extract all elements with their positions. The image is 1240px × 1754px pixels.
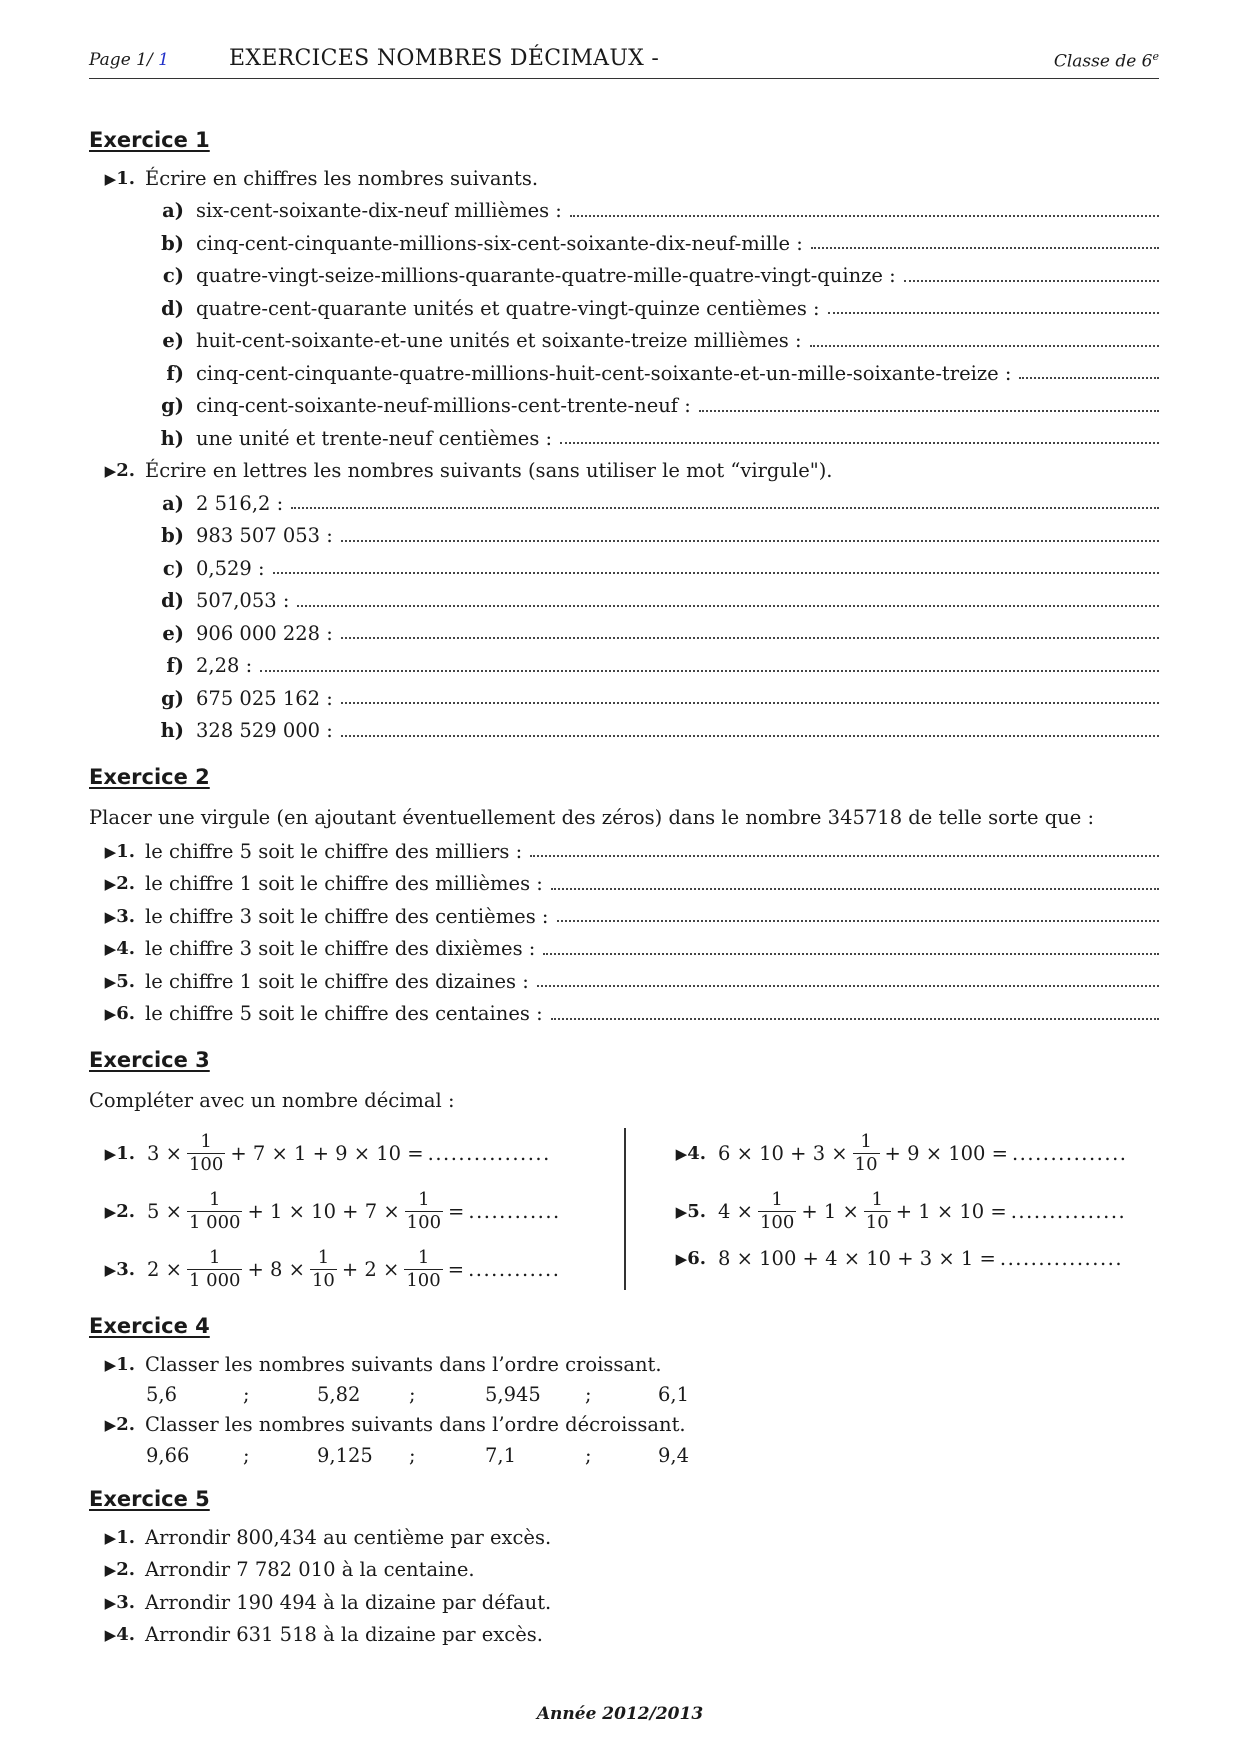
sub-item-label: d) — [161, 589, 184, 613]
class-sup: e — [1152, 50, 1159, 63]
sub-item-text: quatre-cent-quarante unités et quatre-vingt-quinze centièmes : — [196, 296, 820, 320]
list-item — [89, 1586, 1159, 1619]
ex5-items — [89, 1521, 1159, 1651]
expr-part: 4 × — [718, 1199, 753, 1223]
denominator: 10 — [854, 1153, 878, 1175]
question-text: Écrire en chiffres les nombres suivants. — [145, 166, 539, 190]
question-text: le chiffre 1 soit le chiffre des millièmes : — [145, 872, 543, 896]
sub-item-label: g) — [161, 394, 184, 418]
answer-blank[interactable]: ............ — [468, 1257, 561, 1281]
denominator: 100 — [406, 1211, 442, 1233]
fraction — [187, 1189, 243, 1234]
ex3-left-column — [89, 1124, 609, 1298]
triangle-icon: ▶ — [104, 972, 117, 991]
ex2-intro: Placer une virgule (en ajoutant éventuellement des zéros) dans le nombre 345718 de telle sorte que : — [89, 805, 1095, 829]
exercise-5-title: Exercice 5 — [89, 1487, 210, 1511]
numerator: 1 — [418, 1188, 430, 1210]
answer-blank[interactable]: ............... — [1011, 1141, 1128, 1165]
question-number: 4. — [116, 938, 135, 960]
triangle-icon: ▶ — [104, 1528, 117, 1547]
sub-item — [89, 715, 1159, 748]
sub-item-text: cinq-cent-cinquante-millions-six-cent-soixante-dix-neuf-mille : — [196, 231, 803, 255]
numerator: 1 — [208, 1246, 221, 1268]
numerator: 1 — [317, 1246, 330, 1268]
bullet-arrow — [89, 1559, 145, 1580]
page-number — [89, 50, 169, 70]
ex3-right-column — [660, 1124, 1160, 1276]
triangle-icon: ▶ — [104, 1416, 117, 1435]
bullet-arrow — [89, 906, 145, 927]
sub-item-label: e) — [162, 621, 184, 645]
bullet-arrow — [89, 1259, 145, 1280]
denominator: 10 — [311, 1269, 335, 1291]
number-value: 5,6 — [146, 1383, 178, 1406]
sub-item — [89, 195, 1159, 228]
sub-item-label: e) — [162, 329, 184, 353]
ex1-q1-items — [89, 195, 1159, 455]
sub-item-label: f) — [166, 654, 184, 678]
sub-item — [89, 650, 1159, 683]
question-number: 2. — [116, 873, 135, 895]
triangle-icon: ▶ — [104, 1005, 117, 1024]
sub-item-text: 906 000 228 : — [196, 621, 333, 645]
sub-item-label: d) — [161, 296, 184, 320]
answer-line[interactable] — [828, 312, 1159, 314]
question-number: 2. — [116, 1414, 135, 1436]
bullet-arrow — [89, 1143, 145, 1164]
separator: ; — [409, 1383, 416, 1406]
page-prefix: Page 1/ — [89, 50, 159, 70]
answer-line[interactable] — [341, 540, 1159, 542]
sub-item-text: cinq-cent-soixante-neuf-millions-cent-trente-neuf : — [196, 394, 691, 418]
bullet-arrow — [89, 971, 145, 992]
triangle-icon: ▶ — [675, 1249, 688, 1268]
answer-line[interactable] — [570, 215, 1159, 217]
sub-item-label: b) — [161, 231, 184, 255]
ex4-values-row — [146, 1381, 1159, 1409]
sub-item — [89, 390, 1159, 423]
expr-part: = — [447, 1257, 465, 1281]
answer-line[interactable] — [904, 280, 1159, 282]
numerator: 1 — [417, 1246, 430, 1268]
bullet-arrow — [89, 1003, 145, 1024]
question-number: 1. — [116, 1142, 135, 1164]
denominator: 100 — [188, 1153, 224, 1175]
denominator: 100 — [406, 1269, 441, 1291]
answer-line[interactable] — [537, 985, 1159, 987]
sub-item-label: a) — [162, 491, 184, 515]
sub-item — [89, 357, 1159, 390]
denominator: 100 — [759, 1211, 795, 1233]
question-number: 3. — [116, 1258, 135, 1280]
answer-blank[interactable]: ................ — [427, 1141, 551, 1165]
fraction — [405, 1189, 443, 1234]
list-item — [89, 998, 1159, 1031]
question-number: 1. — [116, 840, 135, 862]
sub-item — [89, 292, 1159, 325]
sub-item — [89, 487, 1159, 520]
answer-blank[interactable]: ................ — [999, 1246, 1124, 1270]
separator: ; — [585, 1383, 592, 1406]
answer-line[interactable] — [811, 247, 1159, 249]
triangle-icon: ▶ — [104, 1593, 117, 1612]
answer-line[interactable] — [341, 735, 1159, 737]
bullet-arrow — [660, 1143, 716, 1164]
triangle-icon: ▶ — [104, 169, 117, 188]
answer-line[interactable] — [560, 442, 1159, 444]
expr-part: 6 × 10 + 3 × — [718, 1141, 848, 1165]
answer-line[interactable] — [551, 1018, 1159, 1020]
ex3-question-2 — [89, 1182, 609, 1240]
sub-item-text: 2 516,2 : — [196, 491, 284, 515]
numerator: 1 — [860, 1130, 872, 1152]
list-item — [89, 1619, 1159, 1652]
ex3-intro: Compléter avec un nombre décimal : — [89, 1088, 455, 1112]
question-number: 6. — [687, 1247, 706, 1269]
question-number: 3. — [116, 905, 135, 927]
question-number: 3. — [116, 1591, 135, 1613]
list-item — [89, 868, 1159, 901]
bullet-arrow — [89, 1527, 145, 1548]
ex3-question-4 — [660, 1124, 1160, 1182]
answer-line[interactable] — [341, 702, 1159, 704]
answer-line[interactable] — [297, 605, 1159, 607]
answer-line[interactable] — [551, 888, 1159, 890]
fraction — [310, 1247, 337, 1292]
sub-item-label: c) — [162, 556, 184, 580]
class-text: Classe de 6 — [1053, 51, 1153, 72]
exercise-1-title: Exercice 1 — [89, 128, 210, 152]
fraction — [187, 1247, 243, 1292]
fraction — [853, 1131, 880, 1176]
question-number: 2. — [116, 1200, 135, 1222]
expr-part: + 1 × 10 = — [895, 1199, 1007, 1223]
answer-line[interactable] — [1019, 377, 1159, 379]
expr-part: 8 × 100 + 4 × 10 + 3 × 1 = — [718, 1246, 996, 1270]
triangle-icon: ▶ — [104, 842, 117, 861]
ex4-values-row — [146, 1441, 1159, 1469]
ex3-grid — [89, 1124, 1159, 1296]
sub-item-text: 983 507 053 : — [196, 524, 333, 548]
question-text: le chiffre 5 soit le chiffre des milliers : — [145, 839, 523, 863]
list-item — [89, 1554, 1159, 1587]
answer-blank[interactable]: ............ — [468, 1199, 561, 1223]
sub-item-label: h) — [160, 426, 184, 450]
question-text: Arrondir 631 518 à la dizaine par excès. — [145, 1623, 543, 1647]
sub-item — [89, 520, 1159, 553]
column-divider — [624, 1128, 626, 1290]
fraction — [404, 1247, 442, 1292]
sub-item-label: c) — [162, 264, 184, 288]
expr-part: + 1 × — [801, 1199, 859, 1223]
expr-part: + 2 × — [341, 1257, 400, 1281]
exercise-4-title: Exercice 4 — [89, 1314, 210, 1338]
sub-item-label: b) — [161, 524, 184, 548]
sub-item — [89, 682, 1159, 715]
answer-line[interactable] — [543, 953, 1159, 955]
expr-part: + 9 × 100 = — [884, 1141, 1008, 1165]
page-total-link[interactable]: 1 — [158, 50, 169, 70]
list-item — [89, 933, 1159, 966]
list-item — [89, 1521, 1159, 1554]
ex1-question-2 — [89, 455, 1159, 488]
sub-item-text: huit-cent-soixante-et-une unités et soixante-treize millièmes : — [196, 329, 802, 353]
bullet-arrow — [89, 841, 145, 862]
bullet-arrow — [89, 168, 145, 189]
separator: ; — [585, 1443, 592, 1467]
question-text: Arrondir 190 494 à la dizaine par défaut. — [145, 1590, 552, 1614]
sub-item-label: g) — [161, 686, 184, 710]
triangle-icon: ▶ — [104, 907, 117, 926]
bullet-arrow — [89, 873, 145, 894]
question-text: Écrire en lettres les nombres suivants (sans utiliser le mot “virgule"). — [145, 459, 833, 483]
separator: ; — [243, 1383, 250, 1406]
ex3-question-5 — [660, 1182, 1160, 1240]
question-number: 2. — [116, 1559, 135, 1581]
list-item — [89, 900, 1159, 933]
triangle-icon: ▶ — [104, 1355, 117, 1374]
expr-part: + 8 × — [247, 1257, 305, 1281]
numerator: 1 — [208, 1188, 221, 1210]
page-content — [89, 128, 1159, 1651]
sub-item-text: cinq-cent-cinquante-quatre-millions-huit-cent-soixante-et-un-mille-soixante-treize : — [196, 361, 1012, 385]
expr-part: = — [448, 1199, 465, 1223]
question-text: le chiffre 5 soit le chiffre des centaines : — [145, 1002, 543, 1026]
question-text: Classer les nombres suivants dans l’ordre croissant. — [145, 1352, 662, 1376]
denominator: 1 000 — [188, 1269, 241, 1291]
bullet-arrow — [89, 1414, 145, 1435]
question-number: 1. — [116, 1526, 135, 1548]
bullet-arrow — [89, 938, 145, 959]
class-label — [1054, 50, 1159, 72]
triangle-icon: ▶ — [104, 1561, 117, 1580]
number-value: 5,82 — [317, 1383, 361, 1406]
number-value: 5,945 — [485, 1383, 541, 1406]
expr-part: + 1 × 10 + 7 × — [247, 1199, 400, 1223]
triangle-icon: ▶ — [675, 1144, 688, 1163]
sub-item-text: 507,053 : — [196, 589, 290, 613]
question-number: 5. — [116, 970, 135, 992]
exercise-2-title: Exercice 2 — [89, 765, 210, 789]
question-text: Arrondir 7 782 010 à la centaine. — [145, 1558, 475, 1582]
sub-item — [89, 617, 1159, 650]
answer-line[interactable] — [810, 345, 1159, 347]
answer-line[interactable] — [260, 670, 1159, 672]
separator: ; — [243, 1443, 250, 1467]
list-item — [89, 835, 1159, 868]
bullet-arrow — [89, 1201, 145, 1222]
denominator: 1 000 — [188, 1211, 241, 1233]
triangle-icon: ▶ — [675, 1202, 688, 1221]
triangle-icon: ▶ — [104, 1144, 117, 1163]
question-text: Classer les nombres suivants dans l’ordre décroissant. — [145, 1413, 686, 1437]
sub-item — [89, 585, 1159, 618]
number-value: 9,66 — [146, 1443, 190, 1467]
answer-blank[interactable]: ............... — [1010, 1199, 1127, 1223]
ex1-q2-items — [89, 487, 1159, 747]
question-number: 4. — [116, 1624, 135, 1646]
question-text: le chiffre 1 soit le chiffre des dizaines : — [145, 969, 529, 993]
triangle-icon: ▶ — [104, 1260, 117, 1279]
sub-item — [89, 260, 1159, 293]
bullet-arrow — [89, 1624, 145, 1645]
answer-line[interactable] — [341, 637, 1159, 639]
page-footer: Année 2012/2013 — [536, 1704, 704, 1724]
sub-item-text: six-cent-soixante-dix-neuf millièmes : — [196, 199, 562, 223]
question-number: 6. — [116, 1003, 135, 1025]
page-header — [89, 44, 1159, 79]
number-value: 6,1 — [658, 1383, 690, 1406]
sub-item-text: 675 025 162 : — [196, 686, 333, 710]
list-item — [89, 965, 1159, 998]
ex2-items — [89, 835, 1159, 1030]
fraction — [864, 1189, 891, 1234]
expr-part: 2 × — [147, 1257, 182, 1281]
sub-item-text: 328 529 000 : — [196, 719, 333, 743]
numerator: 1 — [771, 1188, 783, 1210]
fraction — [758, 1189, 796, 1234]
number-value: 9,4 — [658, 1443, 690, 1467]
question-text: le chiffre 3 soit le chiffre des centièmes : — [145, 904, 549, 928]
triangle-icon: ▶ — [104, 1202, 117, 1221]
triangle-icon: ▶ — [104, 875, 117, 894]
question-text: le chiffre 3 soit le chiffre des dixièmes : — [145, 937, 536, 961]
sub-item-text: quatre-vingt-seize-millions-quarante-quatre-mille-quatre-vingt-quinze : — [196, 264, 896, 288]
sub-item-text: 0,529 : — [196, 556, 265, 580]
bullet-arrow — [660, 1201, 716, 1222]
expr-part: 5 × — [147, 1199, 182, 1223]
bullet-arrow — [89, 460, 145, 481]
document-title: EXERCICES NOMBRES DÉCIMAUX - — [229, 46, 660, 71]
ex3-question-1 — [89, 1124, 609, 1182]
answer-line[interactable] — [530, 855, 1159, 857]
question-number: 4. — [687, 1142, 706, 1164]
triangle-icon: ▶ — [104, 1626, 117, 1645]
expr-part: + 7 × 1 + 9 × 10 = — [230, 1141, 424, 1165]
sub-item — [89, 325, 1159, 358]
sub-item-label: f) — [166, 361, 184, 385]
question-number: 5. — [687, 1200, 706, 1222]
sub-item-label: a) — [162, 199, 184, 223]
answer-line[interactable] — [557, 920, 1159, 922]
answer-line[interactable] — [699, 410, 1159, 412]
numerator: 1 — [871, 1188, 883, 1210]
sub-item — [89, 422, 1159, 455]
ex4-question-1 — [89, 1348, 1159, 1381]
sub-item-text: une unité et trente-neuf centièmes : — [196, 426, 553, 450]
ex3-question-3 — [89, 1240, 609, 1298]
triangle-icon: ▶ — [104, 940, 117, 959]
sub-item-label: h) — [160, 719, 184, 743]
question-text: Arrondir 800,434 au centième par excès. — [145, 1525, 552, 1549]
separator: ; — [409, 1443, 416, 1467]
exercise-3-title: Exercice 3 — [89, 1048, 210, 1072]
question-number: 1. — [116, 167, 135, 189]
number-value: 7,1 — [485, 1443, 517, 1467]
answer-line[interactable] — [291, 507, 1159, 509]
answer-line[interactable] — [273, 572, 1159, 574]
ex1-question-1 — [89, 162, 1159, 195]
sub-item — [89, 552, 1159, 585]
expr-part: 3 × — [147, 1141, 182, 1165]
numerator: 1 — [200, 1130, 212, 1152]
ex3-question-6 — [660, 1240, 1160, 1276]
fraction — [187, 1131, 225, 1176]
bullet-arrow — [660, 1248, 716, 1269]
bullet-arrow — [89, 1354, 145, 1375]
triangle-icon: ▶ — [104, 462, 117, 481]
question-number: 1. — [116, 1353, 135, 1375]
question-number: 2. — [116, 460, 135, 482]
sub-item — [89, 227, 1159, 260]
ex4-question-2 — [89, 1409, 1159, 1442]
number-value: 9,125 — [317, 1443, 373, 1467]
denominator: 10 — [865, 1211, 889, 1233]
sub-item-text: 2,28 : — [196, 654, 253, 678]
bullet-arrow — [89, 1592, 145, 1613]
